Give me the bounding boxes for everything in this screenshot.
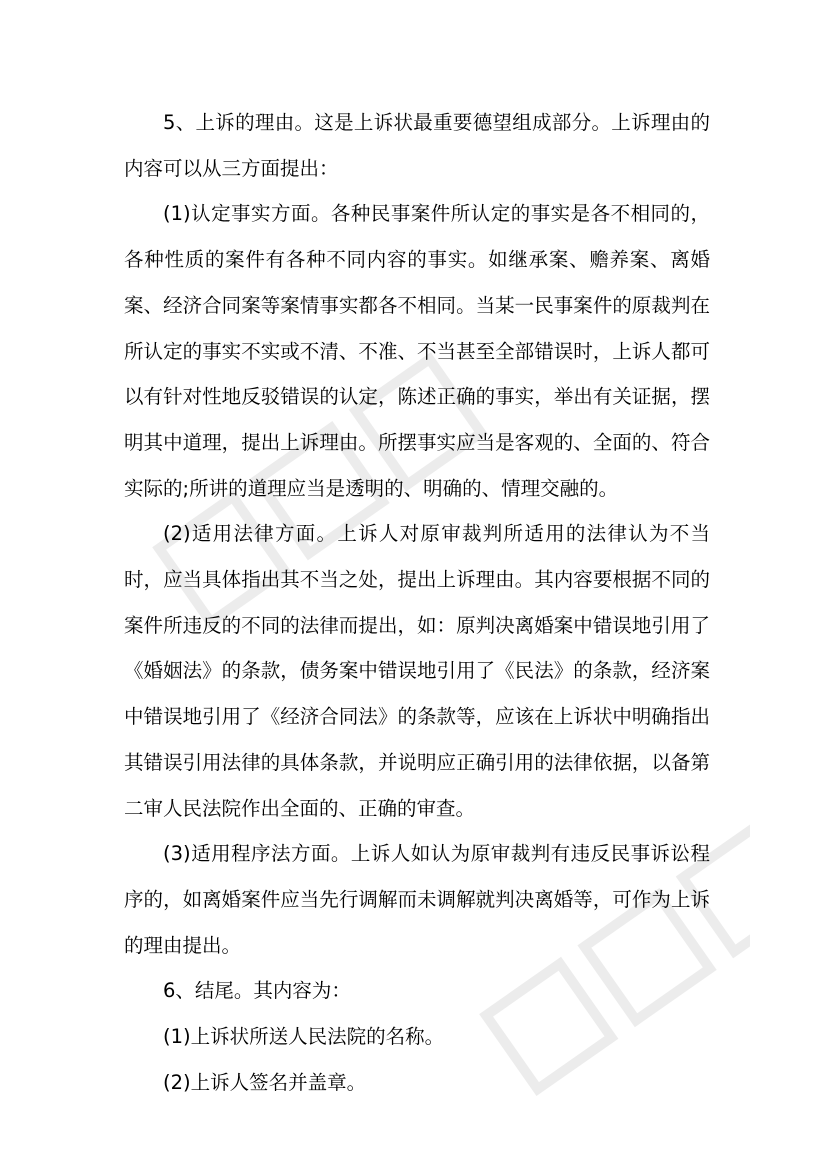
paragraph-signature: (2)上诉人签名并盖章。 xyxy=(163,1070,367,1094)
paragraph-court-name: (1)上诉状所送人民法院的名称。 xyxy=(163,1025,445,1049)
paragraph-ending: 6、结尾。其内容为： xyxy=(163,979,351,1003)
paragraph-procedure: (3)适用程序法方面。上诉人如认为原审裁判有违反民事诉讼程序的，如离婚案件应当先行调解而未调解就判决离婚等，可作为上诉的理由提出。 xyxy=(124,842,710,957)
paragraph-appeal-reasons: 5、上诉的理由。这是上诉状最重要德望组成部分。上诉理由的内容可以从三方面提出： xyxy=(124,111,710,180)
paragraph-facts: (1)认定事实方面。各种民事案件所认定的事实是各不相同的，各种性质的案件有各种不同内容的事实。如继承案、赡养案、离婚案、经济合同案等案情事实都各不相同。当某一民事案件的原裁判在所认定的事实不实或不清、不准、不当甚至全部错误时，上诉人都可以有针对性地反驳错误的认定，陈述正确的事实，举出有关证据，摆明其中道理，提出上诉理由。所摆事实应当是客观的、全面的、符合实际的;所讲的道理应当是透明的、明确的、情理交融的。 xyxy=(124,202,710,500)
document-body xyxy=(124,100,710,1105)
paragraph-law: (2)适用法律方面。上诉人对原审裁判所适用的法律认为不当时，应当具体指出其不当之处，提出上诉理由。其内容要根据不同的案件所违反的不同的法律而提出，如：原判决离婚案中错误地引用了《婚姻法》的条款，债务案中错误地引用了《民法》的条款，经济案中错误地引用了《经济合同法》的条款等，应该在上诉状中明确指出其错误引用法律的具体条款，并说明应正确引用的法律依据，以备第二审人民法院作出全面的、正确的审查。 xyxy=(124,522,710,820)
